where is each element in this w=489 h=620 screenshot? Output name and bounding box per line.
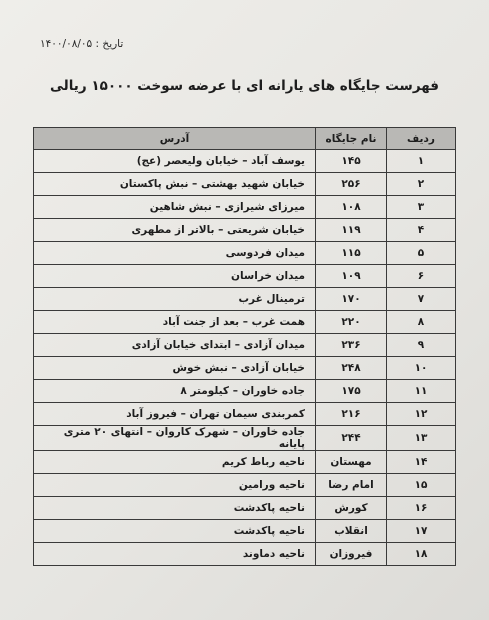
row-number-cell: ۷ — [387, 288, 456, 311]
station-name-cell: ۱۱۵ — [316, 242, 387, 265]
table-row — [34, 242, 456, 265]
station-name-cell: ۲۱۶ — [316, 403, 387, 426]
address-cell: جاده خاوران – کیلومتر ۸ — [34, 380, 316, 403]
row-number-cell: ۸ — [387, 311, 456, 334]
table-row — [34, 426, 456, 451]
station-name-cell: امام رضا — [316, 474, 387, 497]
row-number-cell: ۱۸ — [387, 543, 456, 566]
table-row — [34, 474, 456, 497]
table-row — [34, 520, 456, 543]
station-name-cell: ۲۳۶ — [316, 334, 387, 357]
address-cell: خیابان آزادی – نبش خوش — [34, 357, 316, 380]
address-cell: خیابان شهید بهشتی – نبش پاکستان — [34, 173, 316, 196]
row-number-cell: ۶ — [387, 265, 456, 288]
address-cell: ناحیه ورامین — [34, 474, 316, 497]
address-cell: ناحیه پاکدشت — [34, 497, 316, 520]
station-name-cell: ۱۱۹ — [316, 219, 387, 242]
address-cell: ناحیه پاکدشت — [34, 520, 316, 543]
table-row — [34, 288, 456, 311]
address-cell: میرزای شیرازی – نبش شاهین — [34, 196, 316, 219]
table-row — [34, 380, 456, 403]
station-name-cell: ۲۴۸ — [316, 357, 387, 380]
header-address: آدرس — [34, 128, 316, 150]
table-row — [34, 265, 456, 288]
table-row — [34, 334, 456, 357]
document-title: فهرست جایگاه های یارانه ای با عرضه سوخت ۱۵۰۰۰ ریالی — [50, 78, 439, 94]
address-cell: یوسف آباد – خیابان ولیعصر (عج) — [34, 150, 316, 173]
row-number-cell: ۱۴ — [387, 451, 456, 474]
address-cell: ناحیه دماوند — [34, 543, 316, 566]
table-row — [34, 451, 456, 474]
station-name-cell: ۱۴۵ — [316, 150, 387, 173]
address-cell: کمربندی سیمان تهران – فیروز آباد — [34, 403, 316, 426]
station-name-cell: ۲۵۶ — [316, 173, 387, 196]
station-name-cell: ۱۷۰ — [316, 288, 387, 311]
table-row — [34, 219, 456, 242]
stations-table — [33, 127, 456, 566]
row-number-cell: ۱۵ — [387, 474, 456, 497]
station-name-cell: ۲۲۰ — [316, 311, 387, 334]
station-name-cell: ۲۴۴ — [316, 426, 387, 451]
table-row — [34, 357, 456, 380]
station-name-cell: ۱۰۹ — [316, 265, 387, 288]
table-header-row — [34, 128, 456, 150]
address-cell: میدان خراسان — [34, 265, 316, 288]
header-row-number: ردیف — [387, 128, 456, 150]
row-number-cell: ۱۱ — [387, 380, 456, 403]
table-row — [34, 543, 456, 566]
address-cell: میدان فردوسی — [34, 242, 316, 265]
document-date: تاریخ : ۱۴۰۰/۰۸/۰۵ — [40, 38, 124, 50]
table-row — [34, 403, 456, 426]
table-row — [34, 311, 456, 334]
row-number-cell: ۲ — [387, 173, 456, 196]
address-cell: خیابان شریعتی – بالاتر از مطهری — [34, 219, 316, 242]
table-row — [34, 150, 456, 173]
row-number-cell: ۹ — [387, 334, 456, 357]
station-name-cell: فیروزان — [316, 543, 387, 566]
table-row — [34, 196, 456, 219]
header-station-name: نام جایگاه — [316, 128, 387, 150]
address-cell: ناحیه رباط کریم — [34, 451, 316, 474]
row-number-cell: ۳ — [387, 196, 456, 219]
station-name-cell: انقلاب — [316, 520, 387, 543]
station-name-cell: ۱۷۵ — [316, 380, 387, 403]
station-name-cell: مهستان — [316, 451, 387, 474]
table-body — [34, 150, 456, 566]
address-cell: همت غرب – بعد از جنت آباد — [34, 311, 316, 334]
address-cell: میدان آزادی – ابتدای خیابان آزادی — [34, 334, 316, 357]
address-cell: جاده خاوران – شهرک کاروان – انتهای ۲۰ متری پایانه — [34, 426, 316, 451]
table-row — [34, 497, 456, 520]
row-number-cell: ۱۳ — [387, 426, 456, 451]
table-row — [34, 173, 456, 196]
row-number-cell: ۱۶ — [387, 497, 456, 520]
station-name-cell: ۱۰۸ — [316, 196, 387, 219]
station-name-cell: کورش — [316, 497, 387, 520]
row-number-cell: ۱۰ — [387, 357, 456, 380]
row-number-cell: ۱ — [387, 150, 456, 173]
row-number-cell: ۱۷ — [387, 520, 456, 543]
row-number-cell: ۱۲ — [387, 403, 456, 426]
row-number-cell: ۴ — [387, 219, 456, 242]
address-cell: ترمینال غرب — [34, 288, 316, 311]
row-number-cell: ۵ — [387, 242, 456, 265]
